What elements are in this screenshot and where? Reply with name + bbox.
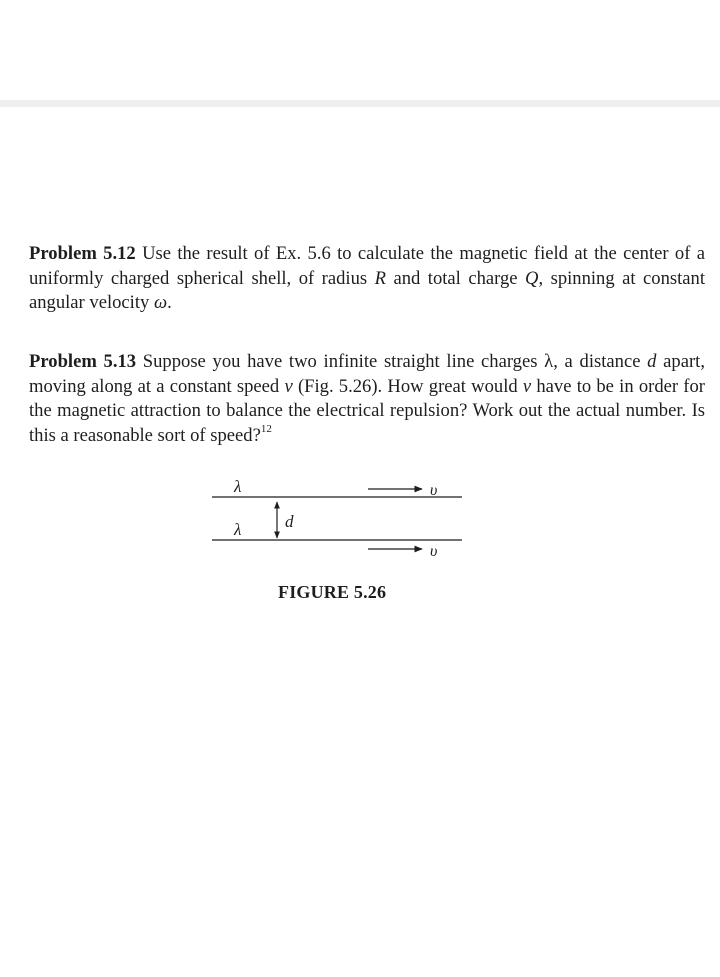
- bottom-charge-label: λ: [234, 520, 242, 539]
- problem-5-12: [29, 242, 705, 316]
- symbol-radius: R: [374, 267, 386, 289]
- problem-text: (Fig. 5.26). How great would: [292, 375, 523, 397]
- header-divider: [0, 100, 720, 107]
- symbol-speed: v: [284, 375, 293, 397]
- problem-text: Suppose you have two infinite straight line charges λ, a distance: [136, 351, 648, 372]
- figure-line-charges: [200, 470, 480, 570]
- figure-caption: FIGURE 5.26: [278, 582, 387, 602]
- blank-header-area: [0, 0, 720, 100]
- problem-text: apart, moving along at a constant speed: [29, 351, 705, 397]
- problem-text: , spinning at constant angular velocity: [29, 267, 705, 313]
- footnote-marker: 12: [260, 423, 272, 436]
- problem-label: Problem 5.13: [29, 351, 137, 372]
- separation-label: d: [285, 512, 294, 531]
- problem-text: .: [167, 292, 172, 313]
- problem-text: and total charge: [385, 267, 526, 289]
- top-velocity-label: υ: [430, 482, 438, 499]
- symbol-charge: Q: [525, 267, 539, 289]
- top-charge-label: λ: [234, 477, 242, 496]
- problem-5-13: [29, 350, 705, 448]
- problem-text: have to be in order for the magnetic attraction to balance the electrical repulsion? Work out the actual number. Is this a reasonable sort of speed?: [29, 375, 705, 446]
- problem-label: Problem 5.12: [29, 243, 136, 264]
- bottom-velocity-label: υ: [430, 543, 438, 560]
- symbol-omega: ω: [153, 292, 168, 313]
- problem-text: Use the result of Ex. 5.6 to calculate the magnetic field at the center of a uniformly charged spherical shell, of radius: [29, 243, 705, 289]
- symbol-distance: d: [647, 351, 657, 372]
- symbol-speed: v: [522, 375, 532, 397]
